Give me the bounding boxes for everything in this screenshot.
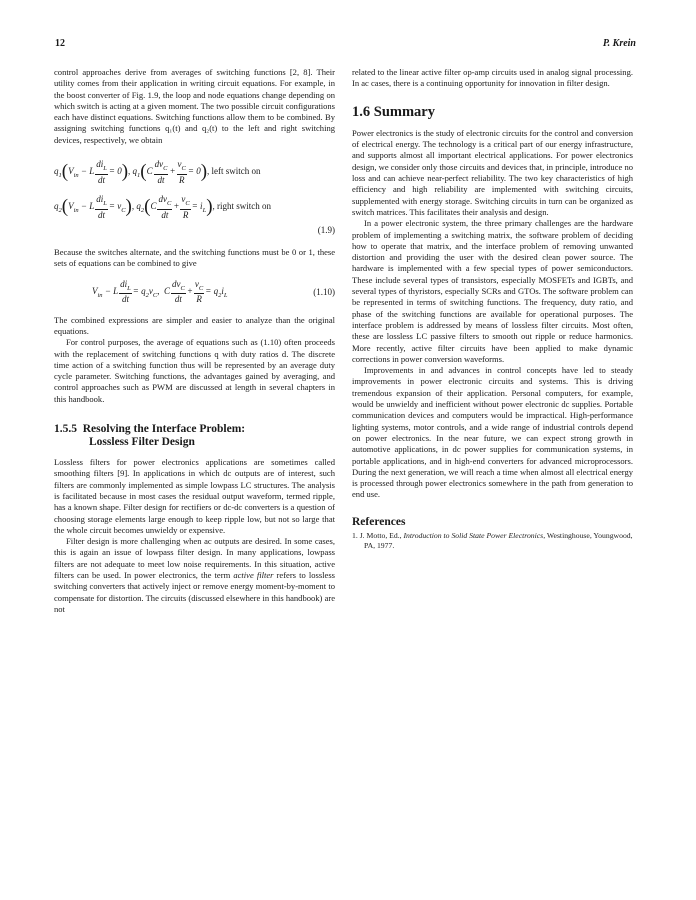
section-heading-1-5-5 <box>54 423 335 449</box>
paragraph-filter-design <box>54 536 335 615</box>
page-number: 12 <box>55 38 65 49</box>
reference-1-publisher: , Westinghouse, Youngwood, PA, 1977. <box>364 530 633 551</box>
equation-number-1-10: (1.10) <box>313 286 335 297</box>
reference-1-authors: 1. J. Motto, Ed., <box>352 530 404 540</box>
paragraph-lossless-filters: Lossless filters for power electronics applications are sometimes called smoothing filters [9]. In applications in which dc outputs are of interest, such filters are commonly implemented as simple lowpass LC structures. The analysis is facilitated because in most cases the residual output waveform, termed ripple, has a known shape. Filter design for rectifiers or dc-dc converters is a question of choosing storage elements large enough to keep ripple low, but not so large that the whole circuit becomes unwieldy or expensive. <box>54 457 335 535</box>
section-title-line-1: Resolving the Interface Problem: <box>82 423 246 436</box>
paragraph-switching-functions: control approaches derive from averages of switching functions [2, 8]. Their utility comes from their application in writing circuit equations. For example, in the boost converter of Fig. 1.9, the loop and node equations change depending on which switch is acting at a given moment. The two possible circuit configurations each have distinct equations. Switching functions allow them to be combined. By assigning switching functions q₁(t) and q₂(t) to the left and right switching devices, respectively, we obtain <box>54 67 335 145</box>
running-author: P. Krein <box>602 38 636 49</box>
equation-right-switch: $q_2(V_{in} - L$ $\frac{di_L}{dt}$ = $v_C$), $q_2(C$ $\frac{dv_C}{dt}$ + $\frac{v_C}{R}$ = $i_L$), right switch on <box>54 194 272 220</box>
paragraph-three-challenges: In a power electronic system, the three primary challenges are the hardware problem of implementing a switching matrix, the software problem of deciding how to operate that matrix, and the interface problem of removing unwanted distortion and providing the user with the desired clean power source. The hardware is implemented with a few special types of power semiconductors. These include several types of transistors, especially MOSFETs and IGBTs, and several types of thyristors, especially SCRs and GTOs. The software problem can be represented in terms of switching functions. The frequency, duty ratio, and phase of the switching functions are available for operational purposes. The interface problem is addressed by means of lossless filter circuits. Most often, these are lossless LC passive filters to smooth out ripple or reduce harmonics. More recently, active filter circuits have been applied to make dynamic corrections in power conversion waveforms. <box>352 218 633 364</box>
section-heading-summary: 1.6 Summary <box>352 103 435 120</box>
paragraph-filter-design-b: refers to lossless switching converters that actively inject or remove energy moment-by-moment to compensate for distortion. The circuits (discussed elsewhere in this handbook) are not <box>54 570 335 614</box>
left-column <box>54 67 335 615</box>
equation-left-switch: $q_1(V_{in} - L$ $\frac{di_L}{dt}$ = 0), $q_1(C$ $\frac{dv_C}{dt}$ + $\frac{v_C}{R}$ = 0), left switch on <box>54 159 261 185</box>
section-heading-text <box>54 423 335 449</box>
reference-1-title: Introduction to Solid State Power Electronics <box>403 530 544 540</box>
paragraph-improvements: Improvements in and advances in control concepts have led to steady improvements in power electronic circuits and systems. This is driving tremendous expansion of their application. Personal computers, for example, would be unwieldy and inefficient without power electronic dc supplies. Portable communication devices and computers would be impractical. High-performance lighting systems, motor controls, and a wide range of industrial controls depend on power electronics. In the near future, we can expect strong growth in automotive applications, in dc power supplies for communication systems, in portable applications, and in high-end converters for advanced microprocessors. During the next generation, we will reach a time when almost all electrical energy is processed through power electronics somewhere in the path from generation to end use. <box>352 365 633 500</box>
paragraph-control-purposes: For control purposes, the average of equations such as (1.10) often proceeds with the replacement of switching functions q with duty ratios d. The discrete time action of a switching function thus will be represented by an average duty cycle parameter. Switching functions, the advantages gained by averaging, and control approaches such as PWM are discussed at length in several chapters in this handbook. <box>54 337 335 404</box>
section-number: 1.5.5 <box>54 423 77 436</box>
paragraph-switches-alternate: Because the switches alternate, and the switching functions must be 0 or 1, these sets of equations can be combined to give <box>54 247 335 269</box>
term-active-filter: active filter <box>233 570 274 581</box>
equation-number-row <box>54 225 335 239</box>
equation-condition-right: right switch on <box>217 201 272 212</box>
right-column <box>352 67 633 552</box>
equation-number-1-9: (1.9) <box>317 225 335 236</box>
paragraph-linear-active-filter: related to the linear active filter op-amp circuits used in analog signal processing. In ac cases, there is a continuing opportunity for innovation in filter design. <box>352 67 633 89</box>
section-title-line-2: Lossless Filter Design <box>89 436 195 449</box>
reference-1 <box>352 531 633 552</box>
equation-combined: $V_{in} - L$ $\frac{di_L}{dt}$ = $q_2v_C$, C $\frac{dv_C}{dt}$ + $\frac{v_C}{R}$ = $q_2i_L$ (1.10) <box>92 278 335 305</box>
references-heading: References <box>352 515 406 528</box>
paragraph-summary-intro: Power electronics is the study of electronic circuits for the control and conversion of electrical energy. The technology is a critical part of our energy infrastructure, and supports almost all important electrical applications. For power electronics design, we consider only those circuits and devices that, in principle, introduce no loss and can achieve near-perfect reliability. The two key characteristics of high efficiency and high reliability are implemented with switching circuits, supplemented with energy storage. Switching circuits in turn can be organized as switch matrices. This facilitates their analysis and design. <box>352 127 633 217</box>
paragraph-combined-expressions: The combined expressions are simpler and easier to analyze than the original equations. <box>54 314 335 336</box>
equation-condition-left: left switch on <box>211 166 261 177</box>
paragraph-filter-design-a: Filter design is more challenging when ac outputs are desired. In some cases, this is again an issue of lowpass filter design. In many applications, lowpass filters are not adequate to meet low noise requirements. In this situation, active filters can be used. In power electronics, the term <box>54 536 335 581</box>
